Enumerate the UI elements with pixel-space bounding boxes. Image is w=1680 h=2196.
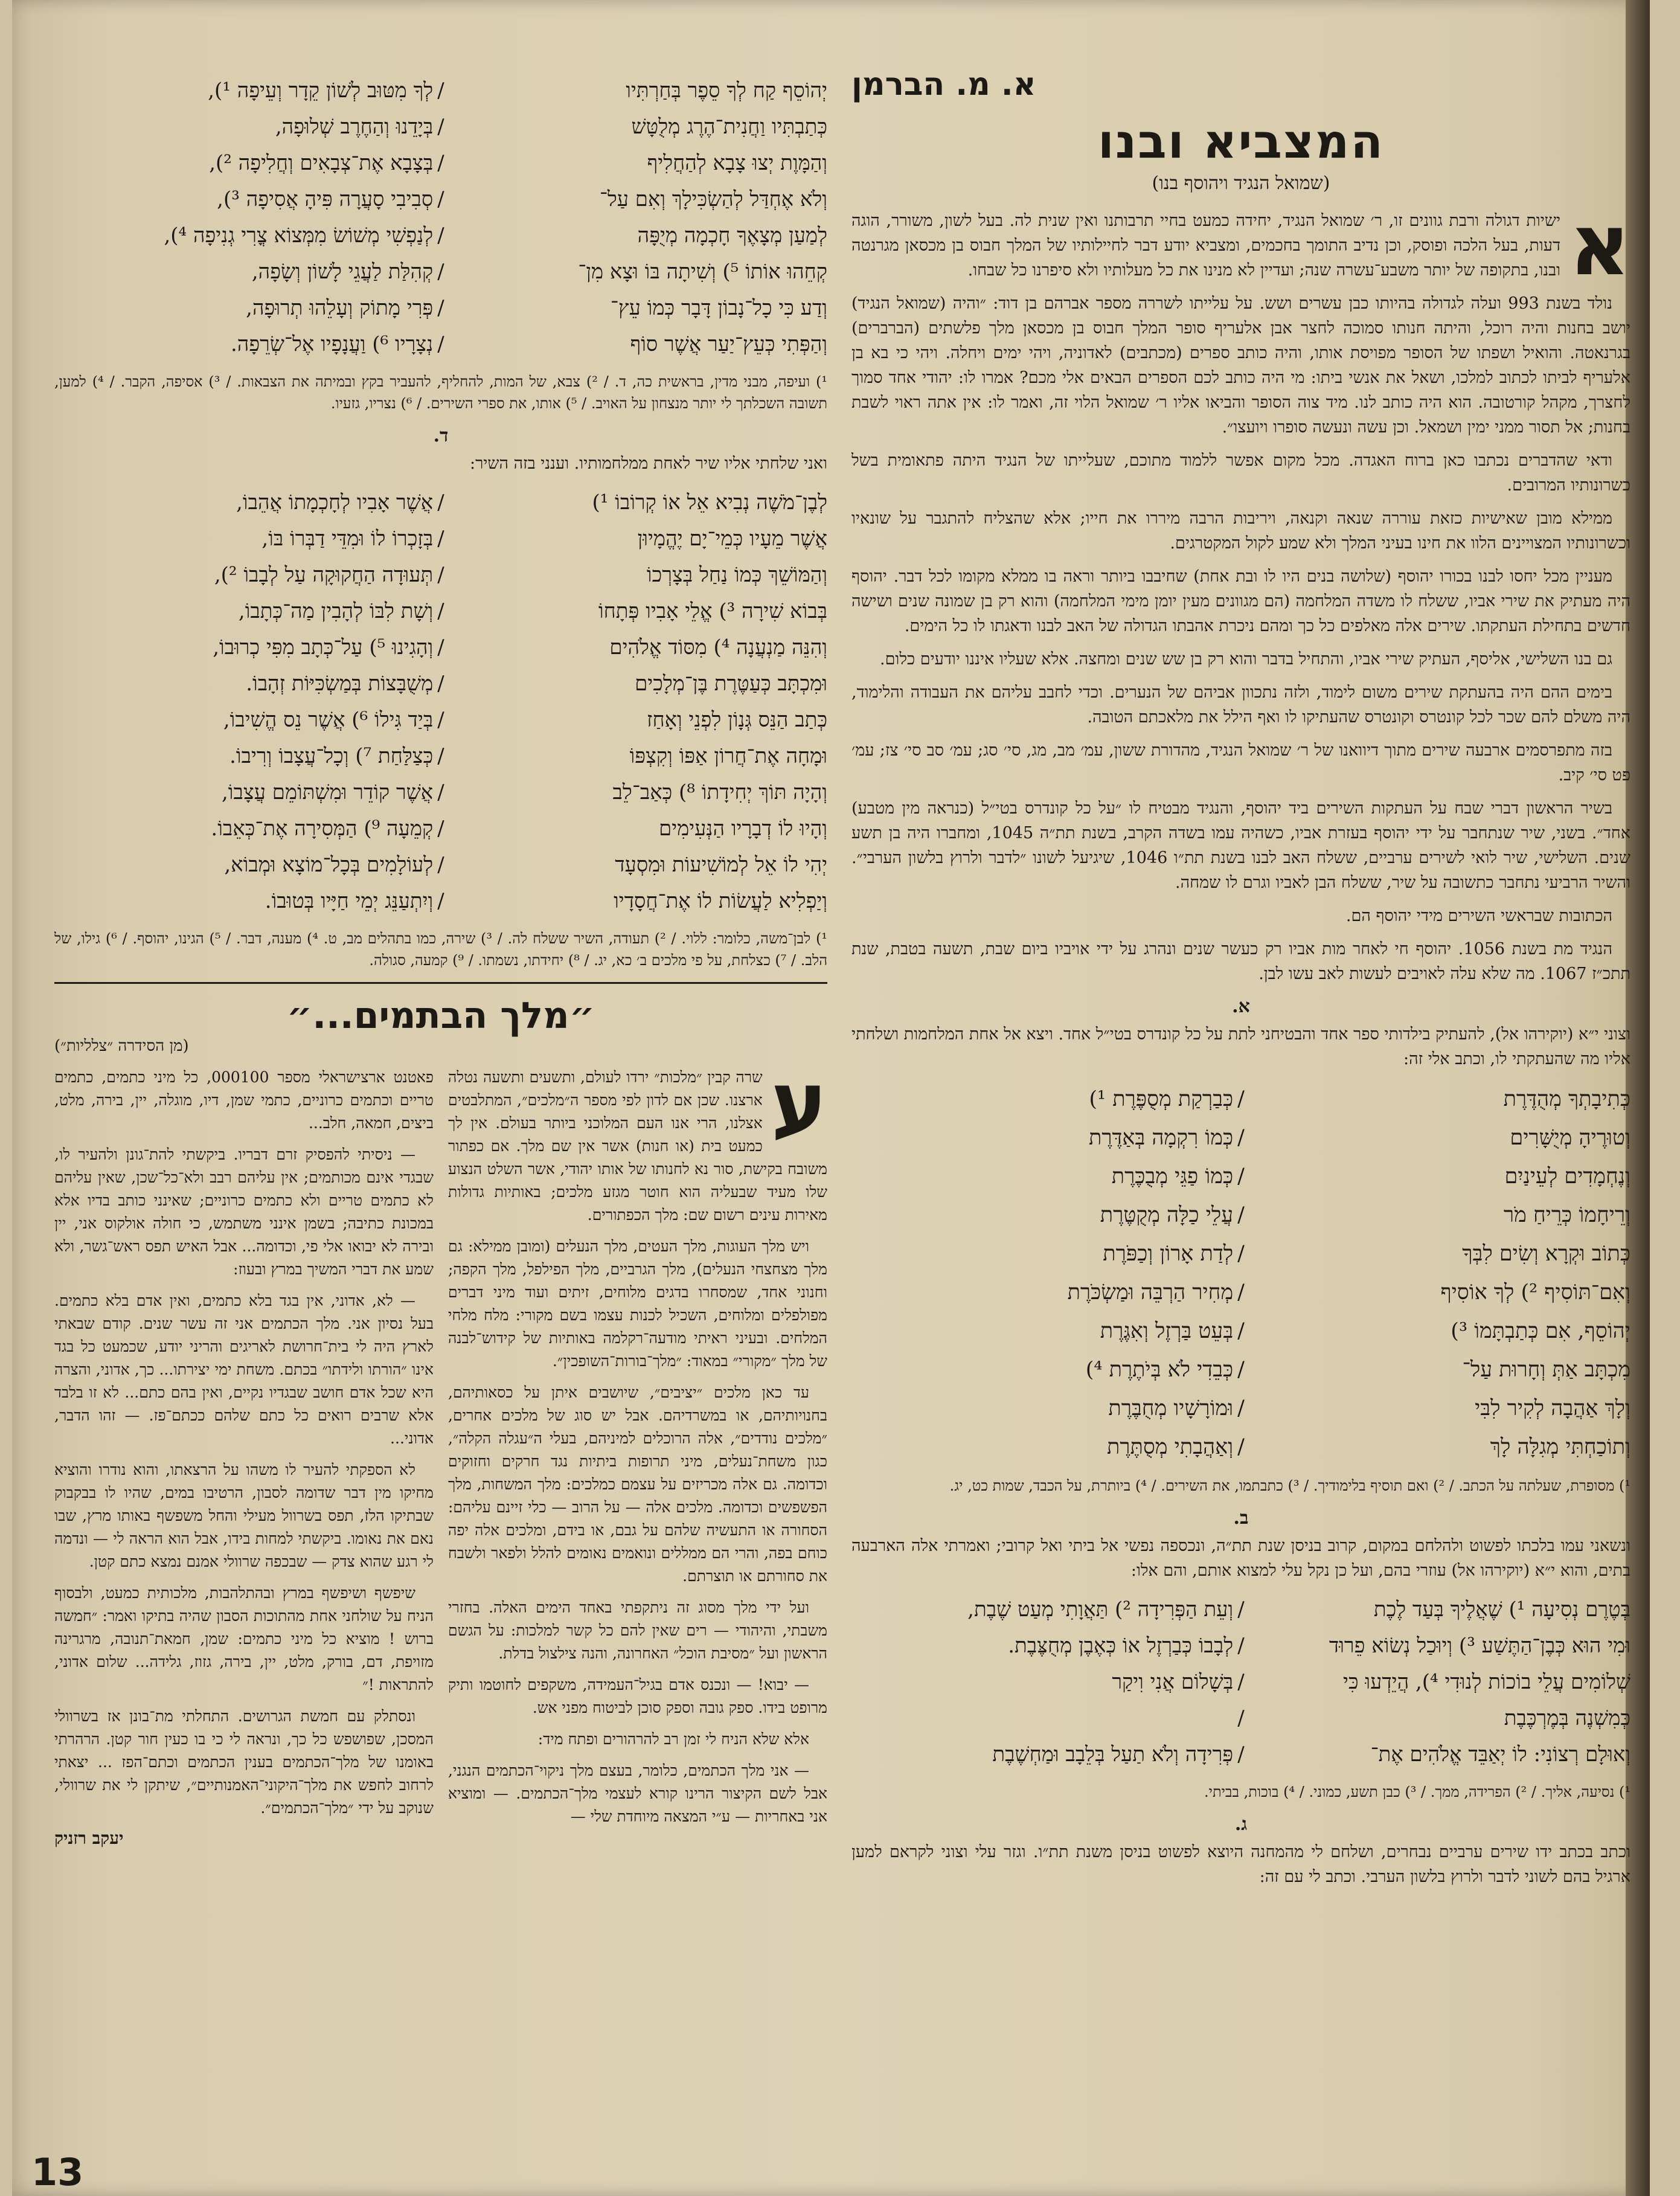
story-subtitle: (מן הסידרה ״צלליות״): [54, 1037, 189, 1055]
verse-separator: /: [1237, 1358, 1245, 1382]
footnotes-c: ¹) ועיפה, מבני מדין, בראשית כה, ד. / ²) צבא, של המות, להחליף, להעביר בקץ ובמיתה את הצבאות. / ³) אסיפה, הקבר. / ⁴) למען, תשובה השכלתך לי יותר מנצחון על האויב. / ⁵) אותו, את ספרי השירים. / ⁶) נצריו, גזעיו.: [54, 373, 827, 412]
article-paragraph: בשיר הראשון דברי שבח על העתקות השירים ביד יהוסף, והנגיד מבטיח לו ״על כל קונדרס בטי״ל (כנראה מין מטבע) אחד״. בשני, שיר שנתחבר על ידי יהוסף בעזרת אביו, כשהיה עמו בשדה הקרב, בשנת תת״ה 1045, ומחברו היה בן תשע שנים. השלישי, שיר לואי לשירים ערביים, ששלח האב לבנו בשנת תת״ו 1046, שיגיעל לשונו ״לדבר ולרוץ בלשון הערבי״. והשיר הרביעי נתחבר כתשובה על שיר, ששלח הבן לאביו וגרם לו שמחה.: [851, 799, 1630, 892]
verse-separator: /: [437, 635, 444, 660]
verse-second-half: כְּבֵדִי לֹא בְּיֹתֶרֶת ⁴): [1085, 1358, 1234, 1382]
verse-first-half: מִכְתָּב אַתְּ וְחָרוּת עַל־: [1462, 1358, 1630, 1382]
verse-second-half: בְּשָׁלוֹם אֲנִי וִיקַר: [1112, 1670, 1234, 1694]
verse-first-half: וְטוּרֶיהָ מְיֻשָּׁרִים: [1510, 1126, 1630, 1150]
verse-second-half: תְּעוּדָה הַחֲקוּקָה עַל לְבָבוֹ ²),: [214, 563, 434, 587]
poem-b-line: [851, 1700, 1630, 1736]
verse-first-half: וְנֶחְמָדִים לְעֵינַיִם: [1504, 1164, 1630, 1189]
verse-second-half: לְדַת אָרוֹן וְכַפֹּרֶת: [1103, 1242, 1234, 1266]
verse-separator: /: [1237, 1396, 1245, 1421]
poem-c-line: [54, 181, 827, 217]
story-paragraph: ויש מלך העוגות, מלך העטים, מלך הנעלים (ומובן ממילא: גם מלך מצחצחי הנעלים), מלך הגרביים, מלך הפילפל, מלך הקפה; וחנוני אחד, שמסחרו בדגים מלוחים, זיתים ועוד מיני דברים מפולפלים ומלוחים, השכיל לכנות עצמו בשם מקורי: מלח מלחי המלחים. ובעיני ראיתי מודעה־רקלמה באותיות של קידוש־לבנה של מלך ״מקורי״ במאוד: ״מלך־בורות־השופכין״.: [448, 1238, 827, 1370]
poem-c-line: [54, 145, 827, 181]
article-paragraph: בזה מתפרסמים ארבעה שירים מתוך דיוואנו של ר׳ שמואל הנגיד, מהדורת ששון, עמ׳ מב, מג, סי׳ סג; עמ׳ סב סי׳ צז; עמ׳ פט סי׳ קיב.: [851, 741, 1630, 785]
verse-second-half: כְּצַלַּחַת ⁷) וְכָל־עֲצָבוֹ וְרִיבוֹ.: [229, 744, 434, 768]
poem-d-line: [54, 774, 827, 811]
poem-a-line: [851, 1428, 1630, 1466]
verse-second-half: מְשֻׁבָּצוֹת בְּמַשְׂכִּיּוֹת זְהָבוֹ.: [246, 672, 434, 696]
section-mark-d: ד.: [433, 425, 449, 446]
verse-separator: /: [437, 817, 444, 841]
verse-first-half: בְּטֶרֶם נְסִיעָה ¹) שֶׁאֲלֶיךָ בְּעַד לֶכֶת: [1373, 1597, 1630, 1622]
story-paragraph: לא הספקתי להעיר לו משהו על הרצאתו, והוא נודרו והוציא מחיקו מין דבר שדומה לסבון, הרטיבו במים, שהיו לו בבקבוק שבתיקו הלז, תפס בשרוול מעילי והחל משפשף באותו מרץ, שבו נאם את נאומו. ביקשתי למחות בידו, אבל הוא הראה לי — ונדמה לי רגע שהוא צדק — שבכפה שרוולי אמנם נמצא כתם קטן.: [54, 1461, 434, 1570]
footnotes-a: ¹) מסופרת, שעלתה על הכתב. / ²) ואם תוסיף בלימודיך. / ³) כתבתמו, את השירים. / ⁴) ביותרת, על הכבד, שמות כט, יג.: [949, 1477, 1630, 1494]
verse-separator: /: [1237, 1435, 1245, 1459]
verse-separator: /: [437, 527, 444, 551]
verse-separator: /: [1237, 1319, 1245, 1343]
verse-first-half: וְהַפְּתִי כְּעֵץ־יַעַר אֲשֶׁר סוֹף: [630, 332, 827, 356]
poem-a-line: [851, 1196, 1630, 1234]
verse-separator: /: [437, 708, 444, 732]
verse-separator: /: [437, 563, 444, 587]
section-mark-a: א.: [1232, 996, 1250, 1017]
verse-first-half: יְהוֹסֵף, אִם כְּתַבְתָּמוֹ ³): [1451, 1319, 1630, 1343]
poem-d-line: [54, 484, 827, 521]
article-paragraph: הנגיד מת בשנת 1056. יהוסף חי לאחר מות אביו רק כעשר שנים ונהרג על ידי אויביו ביום שבת, תשעה בטבת, שנת תתכ״ז 1067. מה שלא עלה לאויבים לעשות לאב עשו לבן.: [851, 940, 1630, 983]
poem-d-line: [54, 629, 827, 666]
poem-d-line: [54, 847, 827, 883]
verse-separator: /: [1237, 1164, 1245, 1189]
poem-a-line: [851, 1119, 1630, 1157]
story-paragraph: — יבוא! — ונכנס אדם בגיל־העמידה, משקפים לחוטמו ותיק מרופט בידו. ספק גובה וספק סוכן לביטוח מפני אש.: [448, 1676, 827, 1716]
verse-second-half: פְּרִי מָתוֹק וְעָלֵהוּ תְרוּפָה,: [246, 296, 434, 320]
article-title: המצביא ובנו: [1098, 115, 1384, 169]
article-body: [851, 196, 1630, 986]
verse-first-half: יְהוֹסֵף קַח לְךָ סֵפֶר בְּחַרְתִּיו: [626, 79, 827, 103]
verse-second-half: לְנַפְשִׁי מְשׁוֹשׂ מִמְּצוֹא צֳרִי גְנִיפָה ⁴),: [164, 223, 434, 248]
footnotes-d: ¹) לבן־משה, כלומר: ללוי. / ²) תעודה, השיר ששלח לה. / ³) שירה, כמו בתהלים מב, ט. ⁴) מענה, דבר. / ⁵) הגינו, יהוסף. / ⁶) גילו, של הלב. / ⁷) כצלחת, על פי מלכים ב׳ כא, יג. / ⁸) יחידתו, נשמתו. / ⁹) קמעה, סגולה.: [54, 930, 827, 969]
verse-separator: /: [437, 223, 444, 248]
verse-first-half: וְאִם־תּוֹסִיף ²) לְךָ אוֹסִיף: [1440, 1280, 1630, 1305]
article-paragraph: הכתובות שבראשי השירים מידי יהוסף הם.: [1345, 907, 1612, 925]
verse-separator: /: [437, 260, 444, 284]
poem-d-line: [54, 883, 827, 919]
poem-d-line: [54, 811, 827, 847]
verse-first-half: וְהַמּוֹשֵׁךְ כְּמוֹ נַחַל בְּצָרְכוֹ: [646, 563, 827, 587]
verse-second-half: וְהָגִינוּ ⁵) עַל־כְּתָב מִפִּי כְרוּבוֹ,: [213, 635, 434, 660]
verse-second-half: כְּבַרְקַת מְסֻפֶּרֶת ¹): [1089, 1087, 1234, 1111]
story-col1-body: [448, 1054, 827, 1828]
verse-separator: /: [1237, 1670, 1245, 1694]
verse-second-half: בְּיָדֵנוּ וְהַחֶרֶב שְׁלוּפָה,: [275, 115, 434, 139]
verse-first-half: כְּתוֹב וּקְרָא וְשִׂים לִבְּךָ: [1462, 1242, 1630, 1266]
verse-second-half: קְהִלַּת לַעֲגֵי לָשׁוֹן וְשָׂפָה,: [251, 260, 434, 284]
verse-first-half: אֲשֶׁר מֵעָיו כְּמֵי־יָם יֶהֱמָיוּן: [637, 527, 827, 551]
verse-second-half: וּמוֹרָשָׁיו מְחֻבֶּרֶת: [1108, 1396, 1234, 1421]
verse-separator: /: [1237, 1242, 1245, 1266]
verse-second-half: סְבִיבִי סָעֲרָה פִּיהָ אֲסִיפָה ³),: [217, 187, 434, 211]
verse-separator: /: [1237, 1597, 1245, 1622]
verse-separator: /: [437, 490, 444, 515]
verse-second-half: בְּיַד גִּילוֹ ⁶) אֲשֶׁר נֵס הֱשִׁיבוֹ,: [223, 708, 434, 732]
verse-second-half: וְאַהֲבָתִי מְסֻתֶּרֶת: [1106, 1435, 1234, 1459]
section-a-intro: וצוני י״א (יוקירהו אל), להעתיק בילדותי ספר אחד והבטיחני לתת על כל קונדרס בטי״ל אחד. ויצא אל אחת המלחמות ושלחתי אליו מה שהעתקתי לו, וכתב אלי זה:: [851, 1025, 1630, 1068]
story-columns: [54, 1054, 827, 1849]
verse-first-half: וְהָיָה תּוֹךְ יְחִידָתוֹ ⁸) כְּאַב־לֵב: [612, 780, 827, 804]
story-paragraph: ונסתלק עם חמשת הגרושים. התחלתי מת־בונן אז בשרוולי המסכן, שפושפש כל כך, ונראה לי כי בו כעין חור קטן. הרהרתי באומנו של מלך־הכתמים בענין הכתמים וכתם־הפז ... יצאתי לרחוב לחפש את מלך־היקוני־האמנותיים״, שיתקן לי את שרוולי, שנוקב על ידי ״מלך־הכתמים״.: [54, 1707, 434, 1817]
verse-separator: /: [437, 115, 444, 139]
poem-a-line: [851, 1273, 1630, 1312]
verse-first-half: וְתוֹכַחְתִּי מְגִלָּה לָךְ: [1490, 1435, 1630, 1459]
story-paragraph: פאטנט ארצישראלי מספר 000100, כל מיני כתמים, כתמים טריים וכתמים כרוניים, כתמי שמן, דיו, מוגלה, יין, בירה, מלט, ביצים, חמאה, חלב...: [54, 1068, 434, 1132]
verse-separator: /: [1237, 1126, 1245, 1150]
verse-second-half: לְךָ מִטּוּב לְשׁוֹן קֵדָר וְעֵיפָה ¹),: [208, 79, 434, 103]
article-subtitle: (שמואל הנגיד ויהוסף בנו): [1152, 173, 1330, 194]
verse-separator: /: [437, 599, 444, 623]
verse-separator: /: [1237, 1742, 1245, 1767]
article-paragraph: ממילא מובן שאישיות כזאת עוררה שנאה וקנאה, ויריבות הרבה מיררו את חייו; אלא שהצליח להתגבר על שונאיו וכשרונותיו המצויינים הלוו את חינו בעיני המלך ולא שמע לקול המקטרגים.: [851, 509, 1630, 553]
article-paragraph: ישיות דגולה ורבת גוונים זו, ר׳ שמואל הנגיד, יחידה כמעט בחיי תרבותנו ואין שנית לה. בעל לשון, משורר, הוגה דעות, בעל הלכה ופוסק, וכן נדיב התומך בחכמים, ומצביא יודע דבר לחיילותיו של המלך חבוס בן מכסאן מגרנטה ובנו, בתקופה של יותר משבע־עשרה שנה; ועדיין לא מנינו את כל מעלותיו ולא סיפרנו כל שבחו.: [851, 211, 1561, 280]
verse-second-half: קְמֵעָה ⁹) הַמְּסִירָה אֶת־כְּאֵבוֹ.: [211, 817, 434, 841]
poem-b-line: [851, 1628, 1630, 1664]
verse-separator: /: [1237, 1280, 1245, 1305]
verse-first-half: וְהִנֵּה מַנְעֲנָה ⁴) מִסּוֹד אֱלֹהִים: [609, 635, 827, 660]
poem-b-line: [851, 1664, 1630, 1700]
verse-first-half: כְּתִיבָתְךָ מְהֻדֶּרֶת: [1503, 1087, 1630, 1111]
story-paragraph: אלא שלא הניח לי זמן רב להרהורים ופתח מיד:: [537, 1730, 809, 1748]
verse-second-half: וְעֵת הַפְּרִידָה ²) תַּאֲוָתִי מְעַט שֶׁבֶת,: [967, 1597, 1234, 1622]
verse-separator: /: [437, 780, 444, 804]
verse-separator: /: [1237, 1634, 1245, 1658]
verse-second-half: לְעוֹלָמִים בְּכָל־מוֹצָא וּמְבוֹא,: [224, 853, 434, 877]
verse-separator: /: [437, 296, 444, 320]
verse-separator: /: [437, 744, 444, 768]
verse-separator: /: [437, 332, 444, 356]
divider-rule: [54, 982, 827, 984]
verse-first-half: וְאוּלָם רְצוֹנִי: לוֹ יְאַבֵּד אֱלֹהִים אֶת־: [1370, 1742, 1630, 1767]
article-paragraph: ודאי שהדברים נכתבו כאן ברוח האגדה. מכל מקום אפשר ללמוד מתוכם, שעלייתו של הנגיד היתה פתאומית בשל כשרונותיו המרובים.: [851, 451, 1630, 495]
section-mark-c: ג.: [1234, 1814, 1248, 1835]
poem-c-line: [54, 290, 827, 326]
story-drop-cap: ע: [771, 1054, 827, 1152]
verse-second-half: וְשָׁת לִבּוֹ לְהָבִין מַה־כְּתָבוֹ,: [238, 599, 434, 623]
poem-c: [54, 72, 827, 362]
article-column-left: [54, 66, 827, 2162]
verse-second-half: אֲשֶׁר אָבִיו לְחָכְמָתוֹ אֲהֵבוֹ,: [236, 490, 434, 515]
footnotes-b: ¹) נסיעה, אליך. / ²) הפרידה, ממך. / ³) כבן תשע, כמוני. / ⁴) בוכות, בביתי.: [1204, 1783, 1630, 1800]
article-paragraph: מעניין מכל יחסו לבנו בכורו יהוסף (שלושה בנים היו לו ובת אחת) שחיבבו ביותר וראה בו ממלא מקומו לכל דבר. יהוסף היה מעתיק את שירי אביו, ששלח לו משדה המלחמה (הם מגוונים מעין יומן מימי המלחמה) והוא רק בן שמונה שנים ושישה חדשים בתחילת העתקתו. שירים אלה מאלפים כל כך ומהם ניכרת אהבתו הגדולה של האב לבנו ודאגתו לו כל הימים.: [851, 567, 1630, 635]
verse-second-half: אֲשֶׁר קוֹדֵר וּמִשְׁתּוֹמֵם עֲצָבוֹ,: [221, 780, 434, 804]
verse-separator: /: [1237, 1706, 1245, 1730]
verse-first-half: לְבֶן־מֹשֶׁה נְבִיא אֵל אוֹ קְרוֹבוֹ ¹): [592, 490, 827, 515]
poem-a: [851, 1080, 1630, 1466]
verse-separator: /: [1237, 1203, 1245, 1227]
verse-second-half: כְּמוֹ פַגֵּי מְבֻכֶּרֶת: [1111, 1164, 1234, 1189]
story-col2-body: [54, 1066, 434, 1820]
article-column-right: [851, 66, 1630, 2162]
verse-first-half: שְׁלוֹמִים עֲלֵי בוֹכוֹת לְנוּדִי ⁴), הֲיֵדְעוּ כִּי: [1343, 1670, 1630, 1694]
poem-b: [851, 1591, 1630, 1773]
verse-second-half: וְיִתְעַנֵּג יְמֵי חַיָּיו בְּטוּבוֹ.: [265, 889, 434, 913]
verse-second-half: פְּרִידָה וְלֹא תַעַל בְּלֵבָב וּמַחְשֶׁבֶת: [992, 1742, 1234, 1767]
poem-d-line: [54, 557, 827, 593]
verse-separator: /: [437, 79, 444, 103]
verse-separator: /: [437, 151, 444, 175]
section-b-intro: ונשאני עמו בלכתו לפשוט ולהלחם במקום, קרוב בניסן שנת תת״ה, ונכספה נפשי אל ביתי ואל קרובי; ואמרתי אלה הארבעה בתים, והוא י״א (יוקירהו אל) עוזרי בהם, ועל כן נקל עלי למצוא אותם, והם אלו:: [851, 1536, 1630, 1580]
verse-first-half: וְהַמָּוֶת יְצוּ צָבָא לְהַחֲלִיף: [647, 151, 827, 175]
poem-a-line: [851, 1389, 1630, 1428]
verse-second-half: בְּעֵט בַּרְזֶל וְאִגֶּרֶת: [1100, 1319, 1234, 1343]
verse-first-half: וְדַע כִּי כָל־נָבוֹן דָּבָר כְּמוֹ עֵץ־: [610, 296, 827, 320]
poem-d-line: [54, 666, 827, 702]
page-number: 13: [31, 2150, 84, 2194]
verse-first-half: וְלֹא אֶחְדַּל לְהַשְׂכִּילָךְ וְאִם עַל־: [599, 187, 827, 211]
verse-separator: /: [437, 187, 444, 211]
story-paragraph: שרה קבין ״מלכות״ ירדו לעולם, ותשעים ותשעה נטלה ארצנו. שכן אם לדון לפי מספר ה״מלכים״, המתלבטים אצלנו, הרי אנו העם המלוכני ביותר בעולם. אין לך כמעט בית (או חנות) אשר אין שם מלך. אם כפתור משובח בקישת, סור נא לחנותו של אותו יהודי, אשר השלט הנצוע שלו מעיד שבעליה הוא חוטר מגזע מלכים; באותיות גדולות מאירות עינים רשום שם: מלך הכפתורים.: [448, 1068, 827, 1224]
poem-a-line: [851, 1312, 1630, 1350]
poem-d-line: [54, 738, 827, 774]
story-paragraph: — ניסיתי להפסיק זרם דבריו. ביקשתי להת־גונן ולהעיר לו, שבגדי אינם מכותמים; אין עליהם רבב ולא־כל־שכן, שאין עליהם לא כתמים טריים ולא כתמים כרוניים; שאינני כותב בדיו אלא במכונת כתיבה; בשמן אינני משתמש, כי חולה אולקוס אני, יין ובירה לא יבואו אלי פי, וכדומה... אבל האיש תפס ראש־גשר, ולא שמע את דברי המשיך במרץ ובעוז:: [54, 1146, 434, 1278]
verse-second-half: לְבָבוֹ כְּבַרְזֶל אוֹ כְּאֶבֶן מְחֻצֶּבֶת.: [1008, 1634, 1234, 1658]
author-name: א. מ. הברמן: [851, 66, 1036, 103]
story-paragraph: — אני מלך הכתמים, כלומר, בעצם מלך ניקוי־הכתמים הנגני, אבל לשם הקיצור הרינו קורא לעצמי מלך־הכתמים. — ומוציא אני באחריות — ע״י המצאה מיוחדת שלי —: [448, 1762, 827, 1825]
article-paragraph: בימים ההם היה בהעתקת שירים משום לימוד, ולזה נתכוון אביהם של הנערים. וכדי לחבב עליהם את העבודה והלימוד, היה משלם להם שכר לכל קונטרס וקונטרס שהעתיקו לו ואף הילל את מלאכתם הטובה.: [851, 683, 1630, 727]
verse-second-half: עֲלֵי כַלָּה מְקֻטֶּרֶת: [1100, 1203, 1234, 1227]
story-title: ״מלך הבתמים...״: [286, 995, 595, 1037]
verse-separator: /: [437, 889, 444, 913]
verse-first-half: וְלָךְ אַהֲבָה לְקִיר לִבִּי: [1475, 1396, 1630, 1421]
poem-b-line: [851, 1591, 1630, 1628]
verse-first-half: לְמַעַן מְצָאֶךָ חָכְמָה מְיֻפָּה: [637, 223, 827, 248]
poem-a-line: [851, 1080, 1630, 1119]
poem-b-line: [851, 1736, 1630, 1773]
verse-second-half: נְצָרָיו ⁶) וַעֲנָפָיו אֶל־שְׂרֵפָה.: [230, 332, 434, 356]
poem-c-line: [54, 109, 827, 145]
verse-first-half: וְיַפְלִיא לַעֲשׂוֹת לוֹ אֶת־חֲסָדָיו: [614, 889, 827, 913]
poem-c-line: [54, 326, 827, 362]
poem-a-line: [851, 1157, 1630, 1196]
verse-separator: /: [437, 853, 444, 877]
poem-d: [54, 484, 827, 919]
story-paragraph: עד כאן מלכים ״יציבים״, שיושבים איתן על כסאותיהם, בחנויותיהם, או במשרדיהם. אבל יש סוג של מלכים אחרים, ״מלכים נודדים״, אלה הרוכלים למיניהם, בעלי ה״עגלה הקלה״, כגון משחת־נעלים, מיני תרופות ביתיות נגד חרקים וחזוקים וכדומה. גם אלה מכריזים על עצמם כמלכים: מלך המשחות, מלך הפשפשים וכדומה. מלכים אלה — על הרוב — כלי זיינם עליהם: הסחורה או התעשיה שלהם על גבם, או בידם, ומלכים אלה יפה כוחם בפה, והרי הם ממללים ונואמים נאומים להלל ולפאר ולשבח את סחורתם או תוצרתם.: [448, 1384, 827, 1585]
magazine-page: [12, 0, 1650, 2196]
story-column-2: [54, 1066, 434, 1849]
verse-first-half: וְרֵיחָמוֹ כְּרֵיחַ מֹר: [1503, 1203, 1630, 1227]
verse-first-half: וּמִי הוּא כְּבֶן־הַתֶּשַׁע ³) וְיוּכַל נְשׂוֹא פֵרוּד: [1329, 1634, 1630, 1658]
verse-second-half: בְּזָכְרוֹ לוֹ וּמִדֵּי דַבְּרוֹ בּוֹ,: [261, 527, 434, 551]
section-d-intro: ואני שלחתי אליו שיר לאחת ממלחמותיו. וענני בזה השיר:: [469, 454, 827, 473]
story-paragraph: שיפשף ושיפשף במרץ ובהתלהבות, מלכותית כמעט, ולבסוף הניח על שולחני אחת מהתוכות הסבון שהיה בתיקו ואמר: ״חמשה ברוש ! מוציא כל מיני כתמים: שמן, חמאת־תנובה, מרגרינה מזויפת, דם, בורק, מלט, יין, בירה, גזוז, גלידה... שלום אדוני, להתראות !״: [54, 1584, 434, 1694]
verse-first-half: כְּמִשְׁנֶה בְּמֶרְכֶּבֶת: [1504, 1706, 1630, 1730]
poem-c-line: [54, 217, 827, 254]
verse-separator: /: [1237, 1087, 1245, 1111]
verse-first-half: וּמָחָה אֶת־חֲרוֹן אַפּוֹ וְקִצְפּוֹ: [629, 744, 827, 768]
article-paragraph: גם בנו השלישי, אליסף, העתיק שירי אביו, והתחיל בדבר והוא רק בן שש שנים ומחצה. אלא שעליו איננו יודעים כלום.: [879, 650, 1612, 669]
poem-d-line: [54, 702, 827, 738]
verse-first-half: בְּבוֹא שִׁירָה ³) אֱלֵי אָבִיו פְּתָחוֹ: [598, 599, 827, 623]
poem-c-line: [54, 254, 827, 290]
verse-first-half: כְּתַב הַנֵּס גְּנָוֹן לִפְנֵי וְאָחַז: [647, 708, 827, 732]
verse-second-half: מְחִיר הַרְבֵּה וּמַשְׂכֹּרֶת: [1067, 1280, 1234, 1305]
story-signature: יעקב רזניק: [54, 1828, 124, 1848]
poem-a-line: [851, 1234, 1630, 1273]
article-paragraph: נולד בשנת 993 ועלה לגדולה בהיותו כבן עשרים ושש. על עלייתו לשררה מספר אברהם בן דוד: ״והיה (שמואל הנגיד) יושב בחנות והיה רוכל, והיתה חנותו סמוכה לחצר אבן אלעריף סופר המלך חבוס בן מכסאן מלך פלשתים (הברברים) בגרנאטה. והואיל ושפתו של הסופר מפויסת אותו, והיה כותב ספרים (מכתבים) לאדוניה, ויהי ימים ויחלה. ויהי כי בא בן אלעריף לביתו לכתוב למלכו, ושאל את אנשי ביתו: מי היה כותב לכם הספרים הבאים אלי מכם? אמרו לו: יהודי אחד סמוך לחצרך, מקהל קורטובה. הוא היה כותב לנו. מיד צוה הסופר והביאו אליו ר׳ שמואל הלוי זה, ואמר לו: אין אתה ראוי לשבת בחנות; אל תסור ממני ימין ושמאל. וכן עשה ונעשה סופרו ויועצו״.: [851, 294, 1630, 437]
verse-first-half: כְּתַבְתִּיו וַחֲנִית־הֶרֶג מְלֻטָּשׁ: [631, 115, 827, 139]
section-c-intro: וכתב בכתב ידו שירים ערביים נבחרים, ושלחם לי מהמחנה היוצא לפשוט בניסן משנת תת״ו. וגזר עלי וצוני לקראם למען ארגיל בהם לשוני לדבר ולרוץ בלשון הערבי. וכתב לי עם זה:: [851, 1843, 1630, 1886]
verse-first-half: וּמִכְתָּב כְּעַטֶּרֶת בֶּן־מְלָכִים: [635, 672, 827, 696]
drop-cap: א: [1569, 196, 1630, 295]
poem-a-line: [851, 1350, 1630, 1389]
story-paragraph: ועל ידי מלך מסוג זה ניתקפתי באחד הימים האלה. בחזרי משבתי, והיהודי — רים שאין להם כל קשר למלכות: על הגשם הראשון ועל ״מסיבת הוכל״ האחרונה, והנה צילצול בדלת.: [448, 1599, 827, 1662]
verse-first-half: וְהָיוּ לוֹ דְבָרָיו הַנְּעִימִים: [658, 817, 827, 841]
story-paragraph: — לא, אדוני, אין בגד בלא כתמים, ואין אדם בלא כתמים. בעל נסיון אני. מלך הכתמים אני זה עשר שנים. קודם שבאתי לארץ היה לי בית־חרושת לאריגים והריני יודע, שכמעט כל בגד אינו ״הורתו ולידתו״ בכתם. משחת ימי יצירתו... כך, אדוני, והצרה היא שכל אדם חושב שבגדיו נקיים, ואין בהם כתם... לא זו בלבד אלא שרבים רואים כל כתם שלהם ככתם־פז. — זהו הדבר, אדוני...: [54, 1292, 434, 1447]
poem-d-line: [54, 593, 827, 629]
verse-first-half: קְחֵהוּ אוֹתוֹ ⁵) וְשִׁיתָה בּוֹ וּצָא מִן־: [578, 260, 827, 284]
story-column-1: [448, 1054, 827, 1849]
verse-second-half: בְּצָבָא אֶת־צְבָאִים וְחֲלִיפָה ²),: [209, 151, 434, 175]
verse-separator: /: [437, 672, 444, 696]
section-mark-b: ב.: [1233, 1507, 1249, 1529]
verse-first-half: יְהִי לוֹ אֵל לְמוֹשִׁיעוֹת וּמִסְעָד: [615, 853, 827, 877]
poem-d-line: [54, 521, 827, 557]
poem-c-line: [54, 72, 827, 109]
verse-second-half: כְּמוֹ רִקְמָה בְּאַדֶּרֶת: [1089, 1126, 1234, 1150]
